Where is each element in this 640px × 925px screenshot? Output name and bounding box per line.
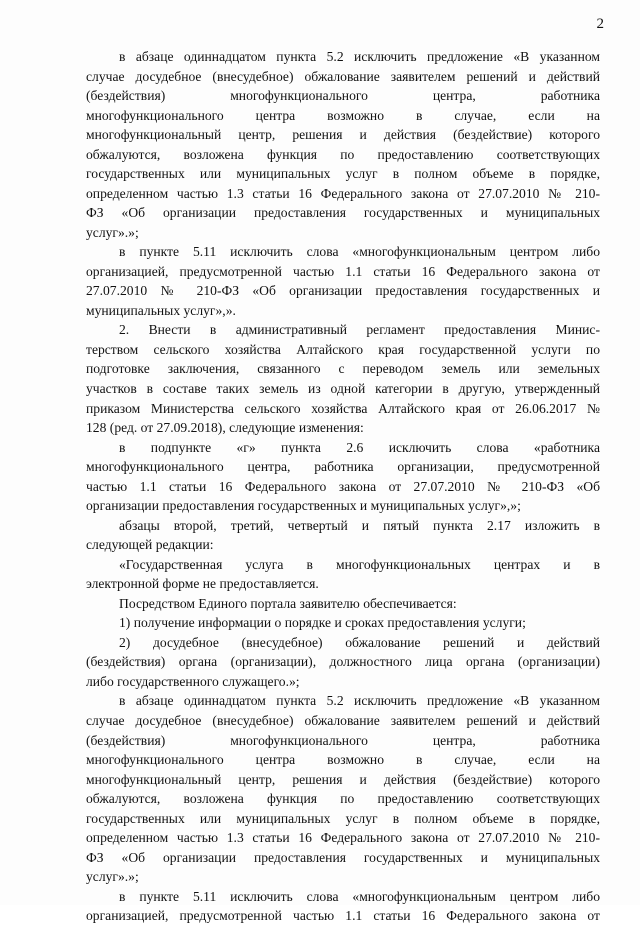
text-line: обжалуются, возложена функция по предоставлению соответствующих bbox=[86, 791, 600, 807]
page-number: 2 bbox=[596, 16, 604, 32]
text-line: (бездействия) органа (организации), должностного лица органа (организации) bbox=[86, 654, 600, 670]
text-line: организации предоставления государственных и муниципальных услуг»,»; bbox=[86, 498, 521, 514]
text-line: в абзаце одиннадцатом пункта 5.2 исключить предложение «В указанном bbox=[119, 693, 600, 709]
text-line: 128 (ред. от 27.09.2018), следующие изменения: bbox=[86, 420, 364, 436]
text-line: абзацы второй, третий, четвертый и пятый пункта 2.17 изложить в bbox=[119, 517, 600, 533]
text-line: 2) досудебное (внесудебное) обжалование решений и действий bbox=[119, 634, 600, 650]
text-line: случае досудебное (внесудебное) обжалование заявителем решений и действий bbox=[86, 68, 600, 84]
text-line: приказом Министерства сельского хозяйства Алтайского края от 26.06.2017 № bbox=[86, 400, 600, 416]
text-line: в подпункте «г» пункта 2.6 исключить слова «работника bbox=[119, 439, 600, 455]
text-line: 1) получение информации о порядке и сроках предоставления услуги; bbox=[119, 615, 526, 631]
text-line: (бездействия) многофункционального центра, работника bbox=[86, 88, 600, 104]
text-line: муниципальных услуг»,». bbox=[86, 302, 236, 318]
text-line: Посредством Единого портала заявителю обеспечивается: bbox=[119, 595, 457, 611]
text-line: 2. Внести в административный регламент предоставления Минис- bbox=[119, 322, 600, 338]
text-line: частью 1.1 статьи 16 Федерального закона от 27.07.2010 № 210-ФЗ «Об bbox=[86, 478, 600, 494]
text-line: случае досудебное (внесудебное) обжалование заявителем решений и действий bbox=[86, 713, 600, 729]
text-line: ФЗ «Об организации предоставления государственных и муниципальных bbox=[86, 849, 600, 865]
text-line: ФЗ «Об организации предоставления государственных и муниципальных bbox=[86, 205, 600, 221]
text-line: определенном частью 1.3 статьи 16 Федерального закона от 27.07.2010 № 210- bbox=[86, 830, 600, 846]
text-line: организацией, предусмотренной частью 1.1 статьи 16 Федерального закона от bbox=[86, 263, 600, 279]
text-line: организацией, предусмотренной частью 1.1 статьи 16 Федерального закона от bbox=[86, 908, 600, 924]
text-line: услуг».»; bbox=[86, 869, 139, 885]
text-line: многофункционального центра, работника организации, предусмотренной bbox=[86, 459, 600, 475]
text-line: многофункционального центра возможно в случае, если на bbox=[86, 752, 600, 768]
text-line: «Государственная услуга в многофункциональных центрах и в bbox=[119, 556, 600, 572]
text-line: следующей редакции: bbox=[86, 537, 214, 553]
text-line: участков в составе таких земель из одной категории в другую, утвержденный bbox=[86, 381, 600, 396]
text-line: в пункте 5.11 исключить слова «многофункциональным центром либо bbox=[119, 888, 600, 904]
text-line: (бездействия) многофункционального центра, работника bbox=[86, 732, 600, 748]
text-line: определенном частью 1.3 статьи 16 Федерального закона от 27.07.2010 № 210- bbox=[86, 185, 600, 201]
text-line: государственных или муниципальных услуг в полном объеме в порядке, bbox=[86, 166, 600, 182]
text-line: терством сельского хозяйства Алтайского края государственной услуги по bbox=[86, 341, 600, 357]
text-line: подготовке заключения, связанного с переводом земель или земельных bbox=[86, 361, 600, 377]
text-line: либо государственного служащего.»; bbox=[86, 673, 300, 689]
text-line: 27.07.2010 № 210-ФЗ «Об организации предоставления государственных и bbox=[86, 283, 600, 299]
text-line: многофункциональный центр, решения и действия (бездействие) которого bbox=[86, 771, 600, 787]
text-line: в пункте 5.11 исключить слова «многофункциональным центром либо bbox=[119, 244, 600, 260]
text-line: многофункционального центра возможно в случае, если на bbox=[86, 107, 600, 123]
text-line: электронной форме не предоставляется. bbox=[86, 576, 319, 592]
text-line: обжалуются, возложена функция по предоставлению соответствующих bbox=[86, 146, 600, 162]
text-line: многофункциональный центр, решения и действия (бездействие) которого bbox=[86, 127, 600, 143]
text-line: услуг».»; bbox=[86, 224, 139, 240]
text-line: в абзаце одиннадцатом пункта 5.2 исключить предложение «В указанном bbox=[119, 49, 600, 64]
text-line: государственных или муниципальных услуг в полном объеме в порядке, bbox=[86, 810, 600, 826]
